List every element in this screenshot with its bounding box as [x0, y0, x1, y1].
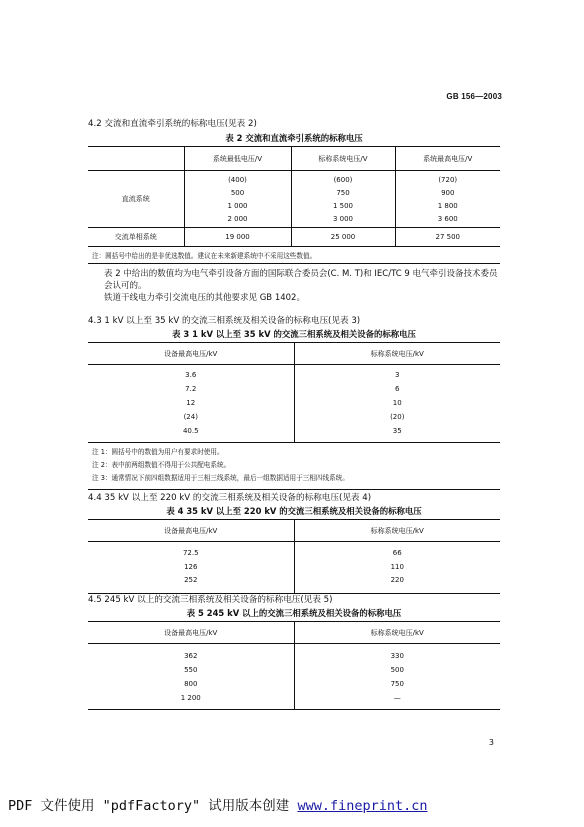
paragraph-2-text: 铁道干线电力牵引交流电压的其他要求见 GB 1402。	[104, 293, 305, 303]
t3-nom-4: 35	[392, 427, 402, 435]
table-5	[88, 621, 500, 710]
section-4-3-heading: 4.3 1 kV 以上至 35 kV 的交流三相系统及相关设备的标称电压(见表 3)	[88, 316, 361, 326]
table-3-notes	[88, 443, 500, 490]
t3-nom-3: (20)	[390, 413, 405, 421]
table-4-header-row	[88, 520, 500, 542]
table-5-body	[88, 644, 500, 710]
table-2-col-max: 系统最高电压/V	[395, 147, 500, 171]
t3-max-4: 40.5	[182, 427, 199, 435]
table-2-ac-max: 27 500	[395, 228, 500, 247]
dc-min-1: 500	[230, 189, 245, 197]
table-5-caption: 表 5 245 kV 以上的交流三相系统及相关设备的标称电压	[186, 608, 402, 618]
table-3-nom-values	[294, 365, 500, 443]
table-2-dc-max	[395, 171, 500, 228]
section-4-4-heading: 4.4 35 kV 以上至 220 kV 的交流三相系统及相关设备的标称电压(见表 4)	[88, 493, 372, 503]
paragraph-table-2-remark	[88, 268, 502, 304]
t5-max-2: 800	[184, 680, 198, 688]
t3-nom-1: 6	[395, 385, 400, 393]
t3-max-3: (24)	[183, 413, 198, 421]
table-2-col-nom: 标称系统电压/V	[291, 147, 395, 171]
table-5-header-row	[88, 622, 500, 644]
t5-max-1: 550	[184, 666, 198, 674]
table-2-header-blank	[88, 147, 184, 171]
t3-nom-0: 3	[395, 371, 400, 379]
table-3-caption: 表 3 1 kV 以上至 35 kV 的交流三相系统及相关设备的标称电压	[172, 329, 416, 339]
table-3-col-nom: 标称系统电压/kV	[294, 343, 500, 365]
t4-max-0: 72.5	[182, 549, 199, 557]
table-3-note-1: 注 1：圆括号中的数值为用户有要求时使用。	[92, 448, 224, 456]
table-5-col-max: 设备最高电压/kV	[88, 622, 294, 644]
table-5-nom-values	[294, 644, 500, 710]
dc-max-0: (720)	[438, 176, 458, 184]
t4-nom-1: 110	[390, 562, 404, 571]
table-2-ac-nom: 25 000	[291, 228, 395, 247]
t4-nom-0: 66	[392, 549, 402, 557]
table-4-nom-values	[294, 542, 500, 594]
table-2-dc-label: 直流系统	[88, 171, 184, 228]
t5-nom-2: 750	[390, 680, 404, 688]
table-3-header-row	[88, 343, 500, 365]
table-2-row-dc	[88, 171, 500, 228]
table-2-ac-min: 19 000	[184, 228, 291, 247]
t3-max-0: 3.6	[185, 371, 197, 379]
table-4-max-values	[88, 542, 294, 594]
dc-min-3: 2 000	[227, 215, 248, 223]
t3-nom-2: 10	[392, 399, 402, 407]
table-2-ac-label: 交流单相系统	[88, 228, 184, 247]
table-4-col-max: 设备最高电压/kV	[88, 520, 294, 542]
table-4-body	[88, 542, 500, 594]
t5-max-0: 362	[184, 652, 198, 660]
dc-min-2: 1 000	[227, 202, 248, 210]
dc-max-1: 900	[441, 189, 455, 197]
dc-nom-0: (600)	[333, 176, 353, 184]
table-3-note-2: 注 2：表中前两组数值不得用于公共配电系统。	[92, 461, 231, 469]
section-4-2-heading: 4.2 交流和直流牵引系统的标称电压(见表 2)	[88, 119, 257, 129]
table-4-caption: 表 4 35 kV 以上至 220 kV 的交流三相系统及相关设备的标称电压	[166, 506, 422, 516]
table-3-note-3: 注 3：通常情况下前四组数据适用于三相三线系统，最后一组数据适用于三相四线系统。	[92, 474, 349, 482]
standard-number: GB 156—2003	[446, 92, 502, 101]
t4-max-1: 126	[184, 562, 198, 571]
dc-min-0: (400)	[228, 176, 247, 184]
table-2-note-row	[88, 247, 500, 264]
table-2-col-min: 系统最低电压/V	[184, 147, 291, 171]
table-2-header-row	[88, 147, 500, 171]
t5-nom-3: —	[393, 694, 401, 702]
table-2-caption: 表 2 交流和直流牵引系统的标称电压	[225, 133, 363, 143]
t3-max-2: 12	[186, 399, 196, 407]
page-number: 3	[488, 738, 494, 747]
table-5-max-values	[88, 644, 294, 710]
table-3-body	[88, 365, 500, 443]
t4-nom-2: 220	[390, 576, 404, 584]
table-3-col-max: 设备最高电压/kV	[88, 343, 294, 365]
dc-nom-1: 750	[336, 189, 350, 197]
table-5-col-nom: 标称系统电压/kV	[294, 622, 500, 644]
table-2	[88, 146, 500, 264]
table-4	[88, 519, 500, 594]
dc-max-2: 1 800	[437, 202, 458, 210]
table-3	[88, 342, 500, 490]
table-3-max-values	[88, 365, 294, 443]
table-4-col-nom: 标称系统电压/kV	[294, 520, 500, 542]
dc-nom-2: 1 500	[332, 202, 354, 210]
t3-max-1: 7.2	[185, 385, 197, 393]
dc-max-3: 3 600	[437, 215, 458, 223]
dc-nom-3: 3 000	[332, 215, 354, 223]
footer-link[interactable]: www.fineprint.cn	[297, 798, 428, 814]
paragraph-1-text: 表 2 中给出的数值均为电气牵引设备方面的国际联合委员会(C. M. T)和 IEC/TC 9 电气牵引设备技术委员会认可的。	[104, 269, 498, 291]
table-2-dc-min	[184, 171, 291, 228]
t5-nom-1: 500	[390, 666, 404, 674]
pdf-footer	[8, 794, 427, 814]
footer-text: PDF 文件使用 "pdfFactory" 试用版本创建	[8, 798, 298, 814]
table-2-dc-nom	[291, 171, 395, 228]
t5-nom-0: 330	[390, 652, 404, 660]
t4-max-2: 252	[184, 576, 198, 584]
table-2-note: 注：圆括号中给出的是非优选数值。建议在未来新建系统中不采用这些数值。	[88, 247, 500, 264]
table-2-row-ac	[88, 228, 500, 247]
section-4-5-heading: 4.5 245 kV 以上的交流三相系统及相关设备的标称电压(见表 5)	[88, 595, 333, 605]
table-3-notes-row	[88, 443, 500, 490]
t5-max-3: 1 200	[180, 694, 201, 702]
